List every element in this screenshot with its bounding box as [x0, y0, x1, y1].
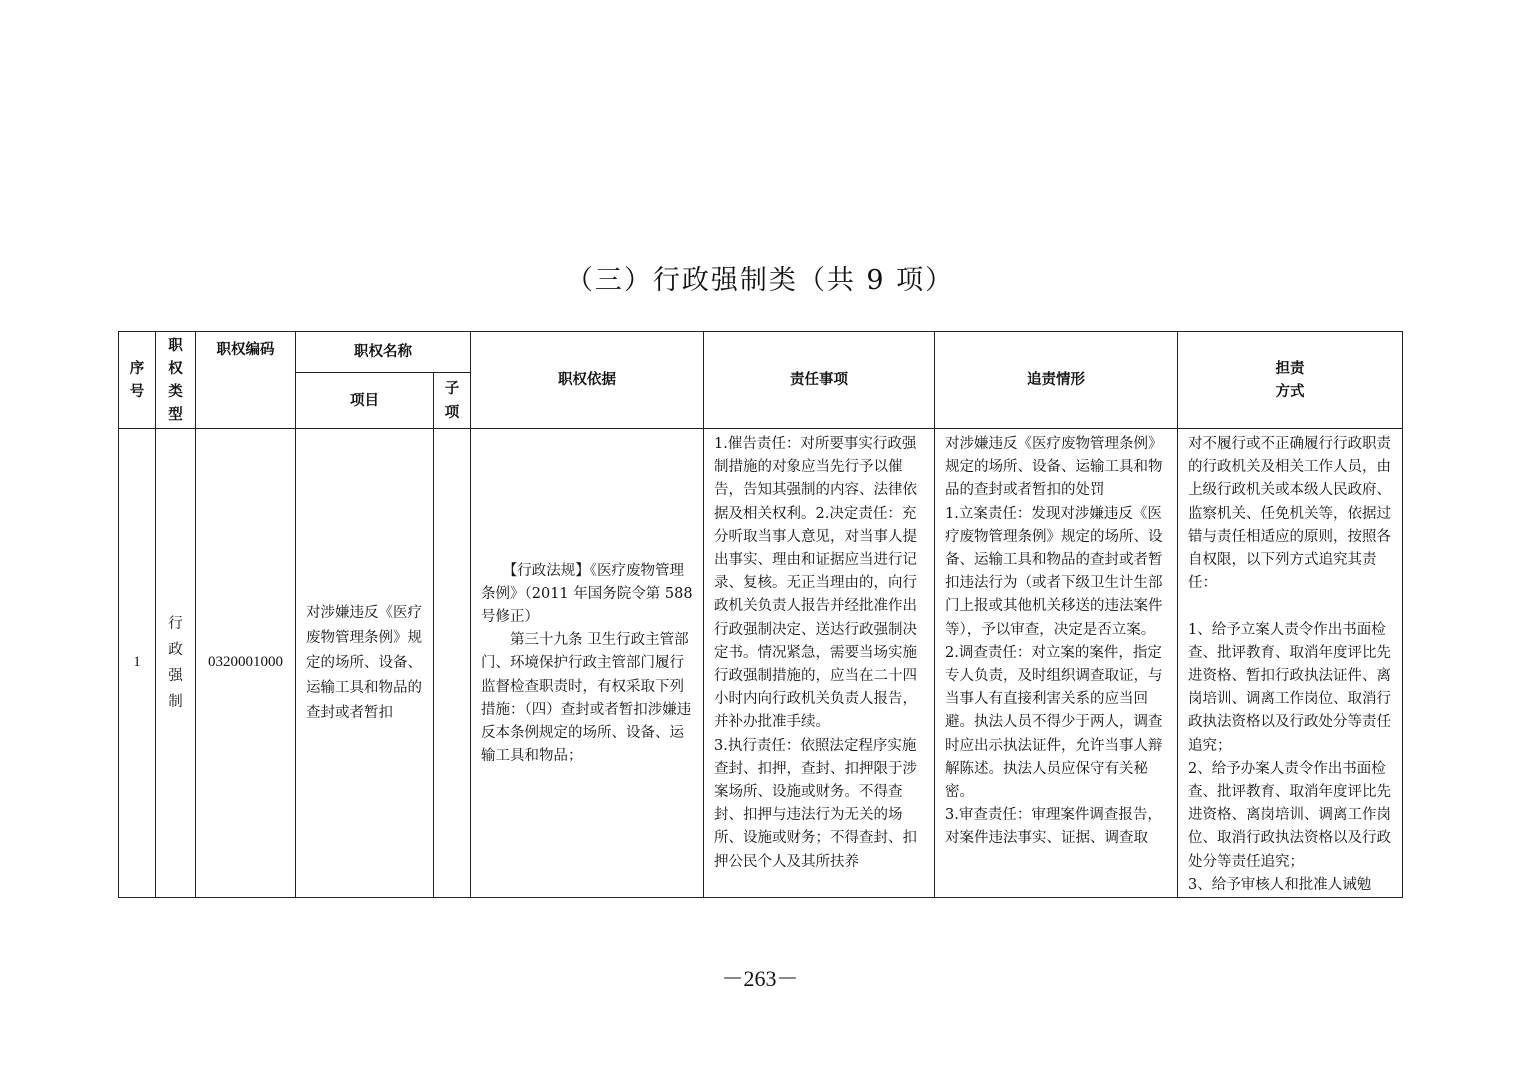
header-method-line: 方式	[1275, 383, 1305, 400]
cell-item-text: 对涉嫌违反《医疗废物管理条例》规定的场所、设备、运输工具和物品的查封或者暂扣	[306, 604, 422, 721]
header-subitem-char: 子	[444, 380, 460, 398]
cell-seq: 1	[119, 429, 156, 898]
cell-method	[1178, 429, 1403, 898]
header-row-1	[119, 332, 1403, 373]
cell-item	[296, 429, 434, 898]
cell-method-text: 对不履行或不正确履行行政职责的行政机关及相关工作人员，由上级行政机关或本级人民政府、监察机关、任免机关等，依据过错与责任相适应的原则，按照各自权限，以下列方式追究其责任： 1、给予立案人责令作出书面检查、批评教育、取消年度评比先进资格、暂扣行政执法证件、离岗培训、调离工作岗位、取消行政执法资格以及行政处分等责任追究； 2、给予办案人责令作出书面检查、批评教育、取消年度评比先进资格、离岗培训、调离工作岗位、取消行政执法资格以及行政处分等责任追究； 3、给予审核人和批准人诫勉	[1188, 436, 1391, 893]
cell-responsibility	[704, 429, 935, 898]
header-name-group: 职权名称	[296, 332, 471, 373]
cell-type-char: 强	[168, 668, 183, 684]
header-seq-char: 号	[129, 383, 145, 400]
cell-basis	[471, 429, 704, 898]
cell-basis-text: 【行政法规】《医疗废物管理条例》（2011 年国务院令第 588 号修正） 第三十九条 卫生行政主管部门、环境保护行政主管部门履行监督检查职责时，有权采取下列措施：（四）查封或者暂扣涉嫌违反本条例规定的场所、设备、运输工具和物品；	[481, 562, 693, 765]
header-type-char: 职	[168, 336, 183, 354]
header-code: 职权编码	[196, 332, 296, 429]
cell-accountability-text: 对涉嫌违反《医疗废物管理条例》规定的场所、设备、运输工具和物品的查封或者暂扣的处罚 1.立案责任：发现对涉嫌违反《医疗废物管理条例》规定的场所、设备、运输工具和物品的查封或者暂扣违法行为（或者下级卫生计生部门上报或其他机关移送的违法案件等），予以审查，决定是否立案。 2.调查责任：对立案的案件，指定专人负责，及时组织调查取证，与当事人有直接利害关系的应当回避。执法人员不得少于两人，调查时应出示执法证件，允许当事人辩解陈述。执法人员应保守有关秘密。 3.审查责任：审理案件调查报告，对案件违法事实、证据、调查取	[945, 436, 1163, 847]
cell-type-char: 政	[168, 642, 183, 658]
header-accountability: 追责情形	[935, 332, 1178, 429]
powers-table	[118, 331, 1403, 898]
page-number: －263－	[721, 966, 799, 991]
header-type	[156, 332, 196, 429]
cell-code: 0320001000	[196, 429, 296, 898]
cell-accountability	[935, 429, 1178, 898]
header-responsibility: 责任事项	[704, 332, 935, 429]
cell-subitem	[434, 429, 471, 898]
cell-type-char: 制	[168, 694, 183, 710]
header-type-char: 型	[168, 406, 183, 424]
header-subitem	[434, 373, 471, 429]
cell-type-char: 行	[168, 616, 183, 632]
cell-type	[156, 429, 196, 898]
header-item: 项目	[296, 373, 434, 429]
page-title: （三）行政强制类（共 9 项）	[565, 265, 955, 296]
header-seq-char: 序	[129, 359, 145, 377]
header-seq	[119, 332, 156, 429]
table-row	[119, 429, 1403, 898]
cell-responsibility-text: 1.催告责任：对所要事实行政强制措施的对象应当先行予以催告，告知其强制的内容、法律依据及相关权利。2.决定责任：充分听取当事人意见，对当事人提出事实、理由和证据应当进行记录、复核。无正当理由的，向行政机关负责人报告并经批准作出行政强制决定、送达行政强制决定书。情况紧急，需要当场实施行政强制措施的，应当在二十四小时内向行政机关负责人报告，并补办批准手续。 3.执行责任：依照法定程序实施查封、扣押，查封、扣押限于涉案场所、设施或财务。不得查封、扣押与违法行为无关的场所、设施或财务；不得查封、扣押公民个人及其所扶养	[714, 436, 917, 870]
header-type-char: 类	[168, 383, 183, 400]
header-basis: 职权依据	[471, 332, 704, 429]
header-type-char: 权	[168, 359, 183, 377]
header-subitem-char: 项	[444, 403, 460, 421]
header-method	[1178, 332, 1403, 429]
header-method-line: 担责	[1275, 359, 1305, 377]
